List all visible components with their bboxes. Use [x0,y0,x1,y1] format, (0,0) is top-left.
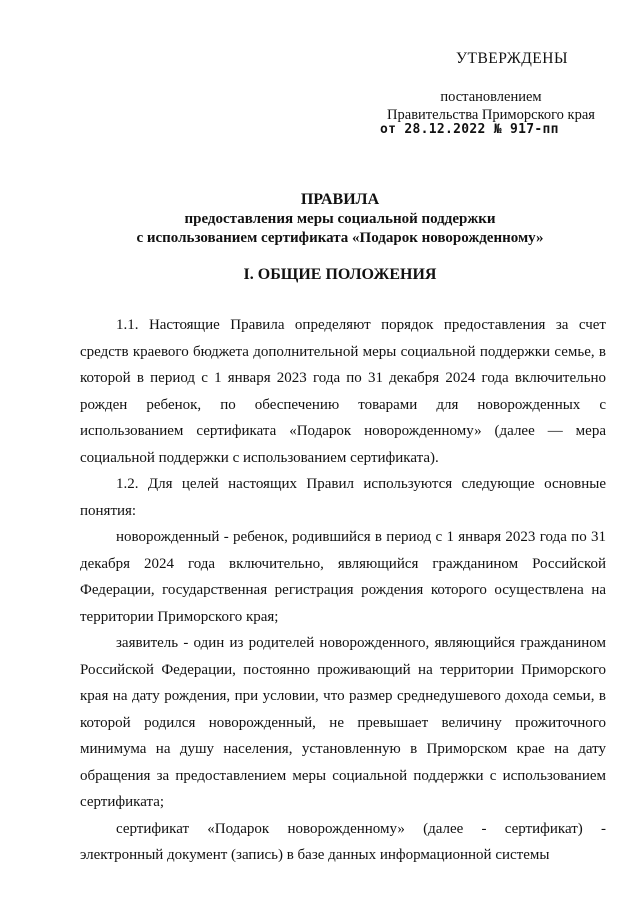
section-heading: I. ОБЩИЕ ПОЛОЖЕНИЯ [243,266,437,283]
title-line-1: ПРАВИЛА [300,191,380,208]
approval-title: УТВЕРЖДЕНЫ [456,50,568,67]
title-line-3: с использованием сертификата «Подарок новорожденному» [136,230,544,246]
paragraph-1-2: 1.2. Для целей настоящих Правил используются следующие основные понятия: [80,476,606,519]
definition-certificate: сертификат «Подарок новорожденному» (далее - сертификат) - электронный документ (запись) в базе данных информационной системы [80,820,606,863]
title-line-2: предоставления меры социальной поддержки [184,211,496,227]
approval-line-1: постановлением [440,89,542,105]
approval-block [376,50,606,137]
definition-newborn: новорожденный - ребенок, родившийся в период с 1 января 2023 года по 31 декабря 2024 года включительно, являющийся гражданином Российской Федерации, государственная регистрация рождения которого осуществлена на территории Приморского края; [80,529,606,625]
approval-gap [376,68,606,88]
paragraph-1-1: 1.1. Настоящие Правила определяют порядок предоставления за счет средств краевого бюджета дополнительной меры социальной поддержки семье, в которой в период с 1 января 2023 года по 31 декабря 2024 года включительно рожден ребенок, по обеспечению товарами для новорожденных с использованием сертификата «Подарок новорожденному» (далее — мера социальной поддержки с использованием сертификата). [80,317,606,466]
approval-line-2: Правительства Приморского края [387,107,595,123]
body-text [80,312,606,869]
decree-number: от 28.12.2022 № 917-пп [380,122,559,137]
document-title [60,190,620,248]
definition-applicant: заявитель - один из родителей новорожденного, являющийся гражданином Российской Федерации, постоянно проживающий на территории Приморского края на дату рождения, при условии, что размер среднедушевого дохода семьи, в которой родился новорожденный, не превышает величину прожиточного минимума на душу населения, установленную в Приморском крае на дату обращения за предоставлением меры социальной поддержки с использованием сертификата; [80,635,606,810]
